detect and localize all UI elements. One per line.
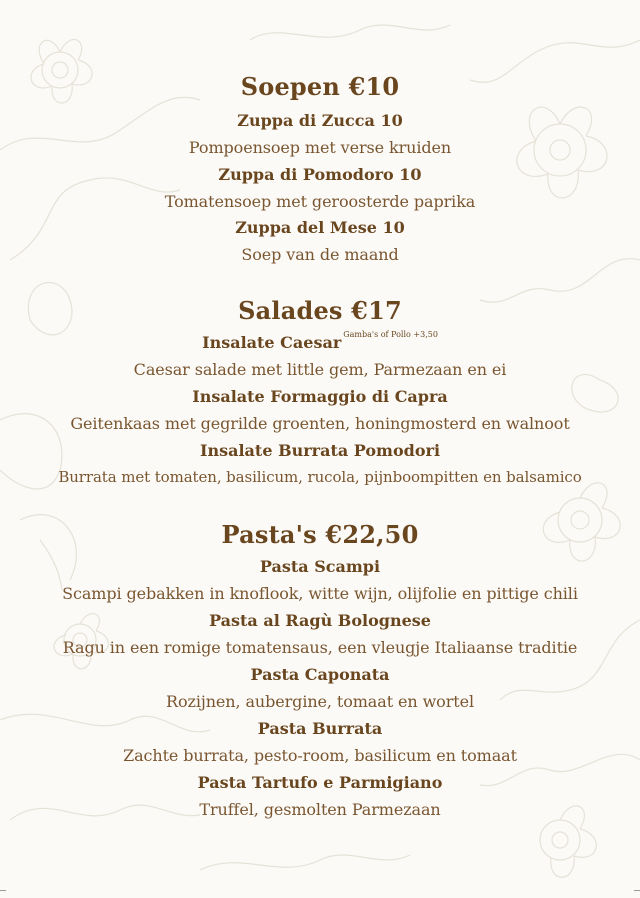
dish-description: Geitenkaas met gegrilde groenten, honingmosterd en walnoot bbox=[70, 414, 570, 433]
dish-name: Pasta Scampi bbox=[259, 557, 381, 576]
dish-description: Tomatensoep met geroosterde paprika bbox=[164, 192, 476, 211]
dish-description: Pompoensoep met verse kruiden bbox=[188, 138, 452, 157]
dish-name: Pasta Caponata bbox=[250, 665, 390, 684]
section-title-salades: Salades €17 bbox=[238, 296, 402, 325]
section-title-soepen: Soepen €10 bbox=[240, 72, 400, 101]
dish-name: Zuppa di Zucca 10 bbox=[237, 111, 403, 130]
dish-name: Insalate Formaggio di Capra bbox=[192, 387, 448, 406]
dish-description: Ragu in een romige tomatensaus, een vleugje Italiaanse traditie bbox=[62, 638, 578, 657]
dish-description: Caesar salade met little gem, Parmezaan en ei bbox=[133, 360, 507, 379]
dish-name: Pasta Burrata bbox=[257, 719, 383, 738]
section-title-pastas: Pasta's €22,50 bbox=[221, 520, 419, 549]
dish-name: Zuppa di Pomodoro 10 bbox=[218, 165, 422, 184]
dish-name: Zuppa del Mese 10 bbox=[235, 218, 405, 237]
dish-description: Rozijnen, aubergine, tomaat en wortel bbox=[166, 692, 474, 711]
dish-supplement-note: Gamba's of Pollo +3,50 bbox=[343, 330, 438, 339]
dish-name: Pasta Tartufo e Parmigiano bbox=[197, 773, 443, 792]
dish-description: Scampi gebakken in knoflook, witte wijn, olijfolie en pittige chili bbox=[62, 584, 578, 603]
dish-name: Insalate Burrata Pomodori bbox=[199, 441, 441, 460]
dish-description: Soep van de maand bbox=[241, 245, 399, 264]
dish-description: Burrata met tomaten, basilicum, rucola, pijnboompitten en balsamico bbox=[58, 468, 582, 486]
dish-description: Truffel, gesmolten Parmezaan bbox=[199, 800, 441, 819]
dish-name: Insalate Caesar bbox=[202, 333, 342, 352]
dish-row bbox=[0, 330, 640, 352]
dish-name: Pasta al Ragù Bolognese bbox=[209, 611, 431, 630]
dish-description: Zachte burrata, pesto-room, basilicum en tomaat bbox=[123, 746, 517, 765]
